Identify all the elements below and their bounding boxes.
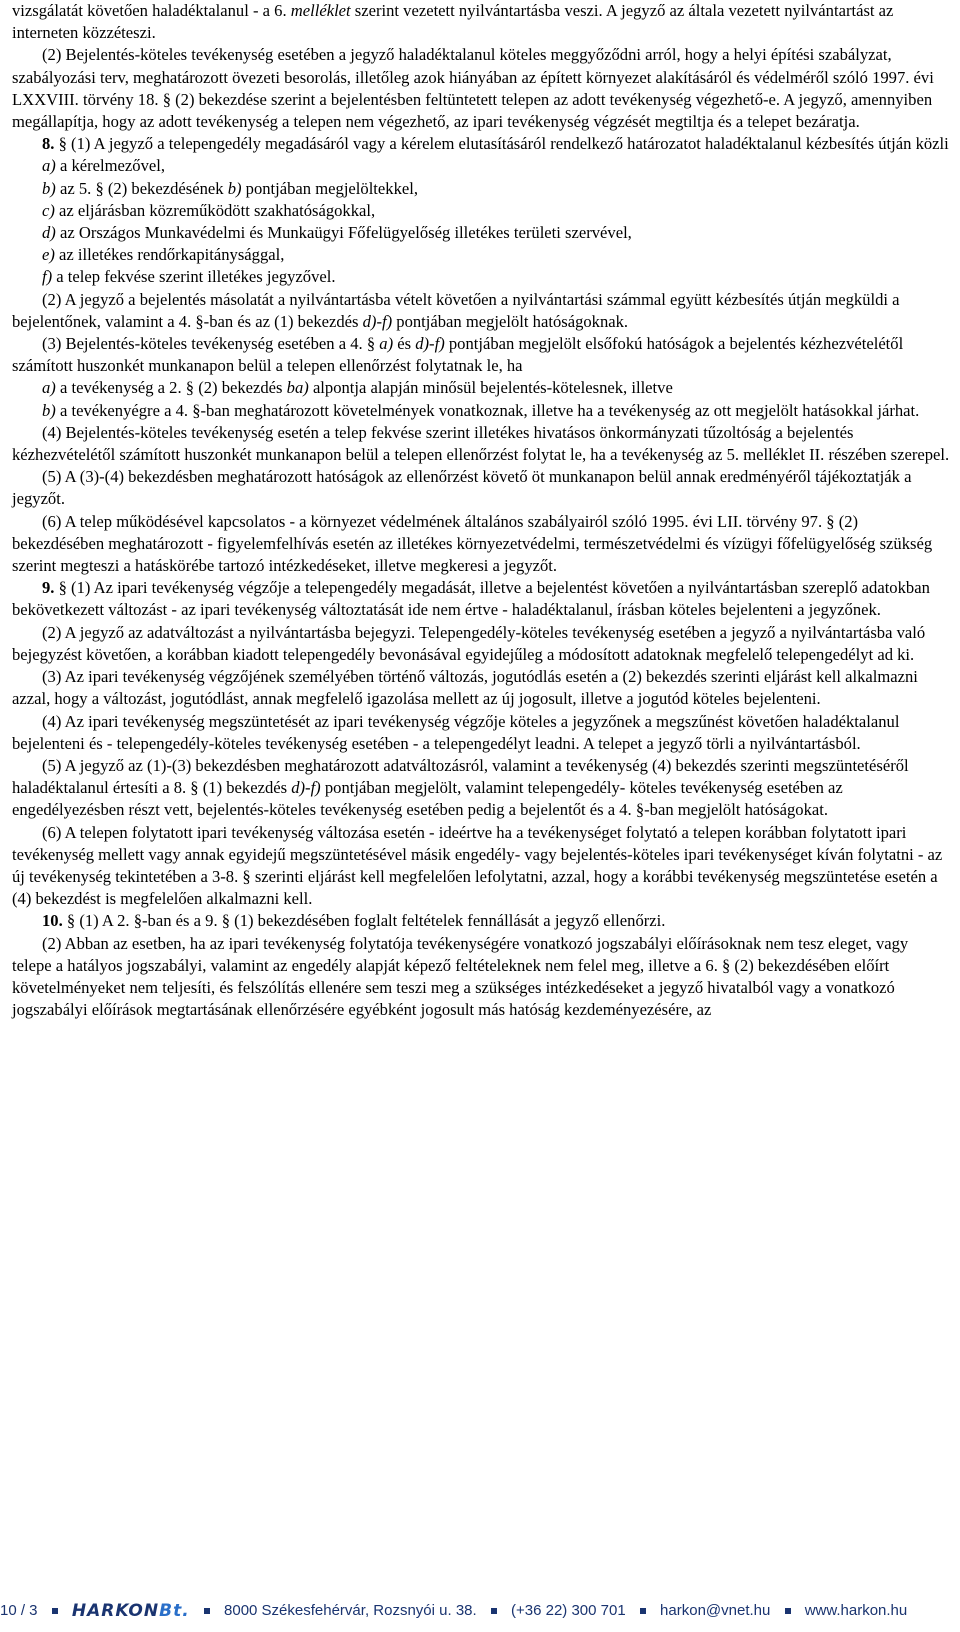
separator-square-icon: [52, 1608, 58, 1614]
italic-reference: b): [227, 178, 242, 198]
text-run: a tevékenyégre a 4. §-ban meghatározott követelmények vonatkoznak, illetve ha a tevékenység az ott megjelölt hatásokkal járhat.: [55, 400, 920, 420]
separator-square-icon: [491, 1608, 497, 1614]
text-run: § (1) A jegyző a telepengedély megadásáról vagy a kérelem elutasításáról rendelkező határozatot haladéktalanul kézbesítés útján közli: [58, 134, 949, 154]
text-run: vizsgálatát követően haladéktalanul - a 6.: [12, 1, 291, 20]
list-item: [12, 155, 950, 177]
text-run: (4) Bejelentés-köteles tevékenység esetén a telep fekvése szerint illetékes hivatásos önkormányzati tűzoltóság a bejelentés kézhezvételétől számított huszonkét munkanapon belül a telepen ellenőrzést folytat le, ha a tevékenység az 5. melléklet II. részében szerepel.: [12, 422, 950, 465]
section-number: 8.: [42, 134, 59, 154]
document-body: [12, 0, 950, 1021]
text-run: (2) A jegyző az adatváltozást a nyilvántartásba bejegyzi. Telepengedély-köteles tevékenység esetében a jegyző a nyilvántartásba való bejegyzést követően, a korábban kiadott telepengedély bevonásával egyidejűleg a módosított adatoknak megfelelő telepengedélyt ad ki.: [12, 622, 926, 664]
page-number: 10 / 3: [0, 1602, 38, 1620]
section-number: 10.: [42, 911, 67, 931]
section-number: 9.: [42, 578, 59, 598]
text-run: pontjában megjelölt, valamint telepengedély- köteles tevékenység esetében az engedélyezésben részt vett, bejelentés-köteles tevékenység esetében pedig a bejelentőt és a 4. §-ban megjelölt hatóságokat.: [12, 778, 843, 820]
paragraph: [12, 666, 950, 710]
text-run: a telep fekvése szerint illetékes jegyzővel.: [52, 267, 336, 287]
text-run: pontjában megjelöltekkel,: [241, 178, 419, 198]
paragraph: [12, 333, 950, 377]
text-run: szerint vezetett nyilvántartásba veszi. A jegyző az általa vezetett nyilvántartást az interneten közzéteszi.: [12, 1, 894, 43]
text-run: alpontja alapján minősül bejelentés-kötelesnek, illetve: [308, 378, 673, 398]
list-item: [12, 377, 950, 399]
paragraph: [12, 422, 950, 466]
text-run: az illetékes rendőrkapitánysággal,: [54, 245, 285, 265]
italic-reference: melléklet: [290, 1, 351, 20]
paragraph: [12, 933, 950, 1022]
list-item: [12, 266, 950, 288]
page-footer: [0, 1598, 960, 1624]
text-run: (2) A jegyző a bejelentés másolatát a nyilvántartásba vételt követően a nyilvántartási számmal együtt kézbesítés útján megküldi a bejelentőnek, valamint a 4. §-ban és az (1) bekezdés: [12, 289, 900, 331]
paragraph: [12, 289, 950, 333]
paragraph: [12, 910, 950, 932]
separator-square-icon: [640, 1608, 646, 1614]
text-run: (2) Abban az esetben, ha az ipari tevékenység folytatója tevékenységére vonatkozó jogszabályi előírásoknak nem tesz eleget, vagy telepe a hatályos jogszabályi, valamint az engedély alapját képező feltételeknek nem felel meg, illetve a 6. § (2) bekezdésében előírt követelményeket nem teljesíti, és felszólítás ellenére sem teszi meg a szükséges intézkedéseket a jegyző hivatalból vagy a vonatkozó jogszabályi előírások megtartásának ellenőrzésére egyébként jogosult más hatóság kezdeményezésére, az: [12, 933, 909, 1020]
list-item: [12, 178, 950, 200]
text-run: pontjában megjelölt elsőfokú hatóságok a bejelentés kézhezvételétől számított huszonkét munkanapon belül a telepen ellenőrzést folytatnak le, ha: [12, 334, 904, 376]
paragraph: [12, 822, 950, 911]
italic-reference: c): [42, 200, 55, 220]
list-item: [12, 244, 950, 266]
text-run: az Országos Munkavédelmi és Munkaügyi Főfelügyelőség illetékes területi szervével,: [55, 223, 632, 243]
text-run: pontjában megjelölt hatóságoknak.: [392, 311, 629, 331]
logo-main: HARKON: [71, 1601, 160, 1622]
text-run: § (1) A 2. §-ban és a 9. § (1) bekezdésében foglalt feltételek fennállását a jegyző ellenőrzi.: [66, 911, 666, 931]
logo-suffix: Bt.: [159, 1601, 190, 1622]
text-run: (6) A telepen folytatott ipari tevékenység változása esetén - ideértve ha a tevékenységet folytató a telepen korábban folytatott ipari tevékenység mellett vagy annak egyidejű megszüntetésével másik engedély- vagy bejelentés-köteles ipari tevékenységet kíván folytatni - az új tevékenység tekintetében a 3-8. § szerinti eljárást kell megfelelően lefolytatni, azzal, hogy a korábbi tevékenység megszüntetése esetén a (4) bekezdést is megfelelően alkalmazni kell.: [12, 822, 943, 909]
text-run: a tevékenység a 2. § (2) bekezdés: [55, 378, 287, 398]
italic-reference: d)-f): [415, 334, 445, 354]
paragraph: [12, 711, 950, 755]
italic-reference: ba): [286, 378, 309, 398]
paragraph: [12, 0, 950, 44]
italic-reference: a): [42, 378, 56, 398]
italic-reference: f): [42, 267, 53, 287]
text-run: (3) Az ipari tevékenység végzőjének személyében történő változás, jogutódlás esetén a (2) bekezdés szerinti eljárást kell alkalmazni azzal, hogy a változást, jogutódlást, annak megfelelő igazolása mellett az új jogosult, illetve a jogutód köteles bejelenteni.: [12, 667, 918, 709]
text-run: (4) Az ipari tevékenység megszüntetését az ipari tevékenység végzője köteles a jegyzőnek a megszűnést követően haladéktalanul bejelenteni és - telepengedély-köteles tevékenység esetében - a telepengedélyt leadni. A telepet a jegyző törli a nyilvántartásból.: [12, 711, 900, 753]
paragraph: [12, 755, 950, 822]
text-run: (5) A (3)-(4) bekezdésben meghatározott hatóságok az ellenőrzést követő öt munkanapon belül annak eredményéről tájékoztatják a jegyzőt.: [12, 467, 912, 509]
italic-reference: a): [379, 334, 394, 354]
text-run: a kérelmezővel,: [55, 156, 166, 176]
italic-reference: e): [42, 245, 55, 265]
separator-square-icon: [785, 1608, 791, 1614]
paragraph: [12, 133, 950, 155]
list-item: [12, 400, 950, 422]
company-phone: (+36 22) 300 701: [511, 1602, 626, 1620]
text-run: és: [393, 334, 416, 354]
paragraph: [12, 511, 950, 578]
text-run: (6) A telep működésével kapcsolatos - a környezet védelmének általános szabályairól szóló 1995. évi LII. törvény 97. § (2) bekezdésében meghatározott - figyelemfelhívás esetén az illetékes környezetvédelmi, természetvédelmi és vízügyi főfelügyelőség szükség szerint megteszi a hatáskörébe tartozó intézkedéseket, illetve megkeresi a jegyzőt.: [12, 511, 933, 576]
italic-reference: d): [42, 223, 56, 243]
italic-reference: b): [42, 400, 56, 420]
paragraph: [12, 44, 950, 133]
company-logo: [72, 1598, 190, 1624]
list-item: [12, 200, 950, 222]
text-run: (5) A jegyző az (1)-(3) bekezdésben meghatározott adatváltozásról, valamint a tevékenység (4) bekezdés szerinti megszüntetéséről haladéktalanul értesíti a 8. § (1) bekezdés: [12, 755, 909, 798]
italic-reference: b): [42, 178, 56, 198]
text-run: § (1) Az ipari tevékenység végzője a telepengedély megadását, illetve a bejelentést követően a nyilvántartásban szereplő adatokban bekövetkezett változást - az ipari tevékenység változtatását ide nem értve - haladéktalanul, írásban köteles bejelenteni a jegyzőnek.: [12, 578, 930, 620]
company-address: 8000 Székesfehérvár, Rozsnyói u. 38.: [224, 1602, 477, 1620]
text-run: az 5. § (2) bekezdésének: [55, 178, 228, 198]
paragraph: [12, 577, 950, 621]
italic-reference: a): [42, 156, 56, 176]
company-website[interactable]: www.harkon.hu: [804, 1602, 908, 1620]
company-email[interactable]: harkon@vnet.hu: [660, 1602, 771, 1620]
text-run: (3) Bejelentés-köteles tevékenység esetében a 4. §: [42, 334, 380, 354]
list-item: [12, 222, 950, 244]
paragraph: [12, 622, 950, 666]
italic-reference: d)-f): [362, 311, 393, 331]
text-run: (2) Bejelentés-köteles tevékenység esetében a jegyző haladéktalanul köteles meggyőződni arról, hogy a helyi építési szabályzat, szabályozási terv, meghatározott övezeti besorolás, illetőleg azok hiányában az épített környezet alakításáról és védelméről szóló 1997. évi LXXVIII. törvény 18. § (2) bekezdése szerint a bejelentésben feltüntetett telepen az adott tevékenység végezhető-e. A jegyző, amennyiben megállapítja, hogy az adott tevékenység a telepen nem végezhető, az ipari tevékenység végzését megtiltja és a telepet bezáratja.: [12, 45, 934, 132]
separator-square-icon: [204, 1608, 210, 1614]
text-run: az eljárásban közreműködött szakhatóságokkal,: [54, 200, 376, 220]
paragraph: [12, 466, 950, 510]
italic-reference: d)-f): [291, 778, 321, 798]
